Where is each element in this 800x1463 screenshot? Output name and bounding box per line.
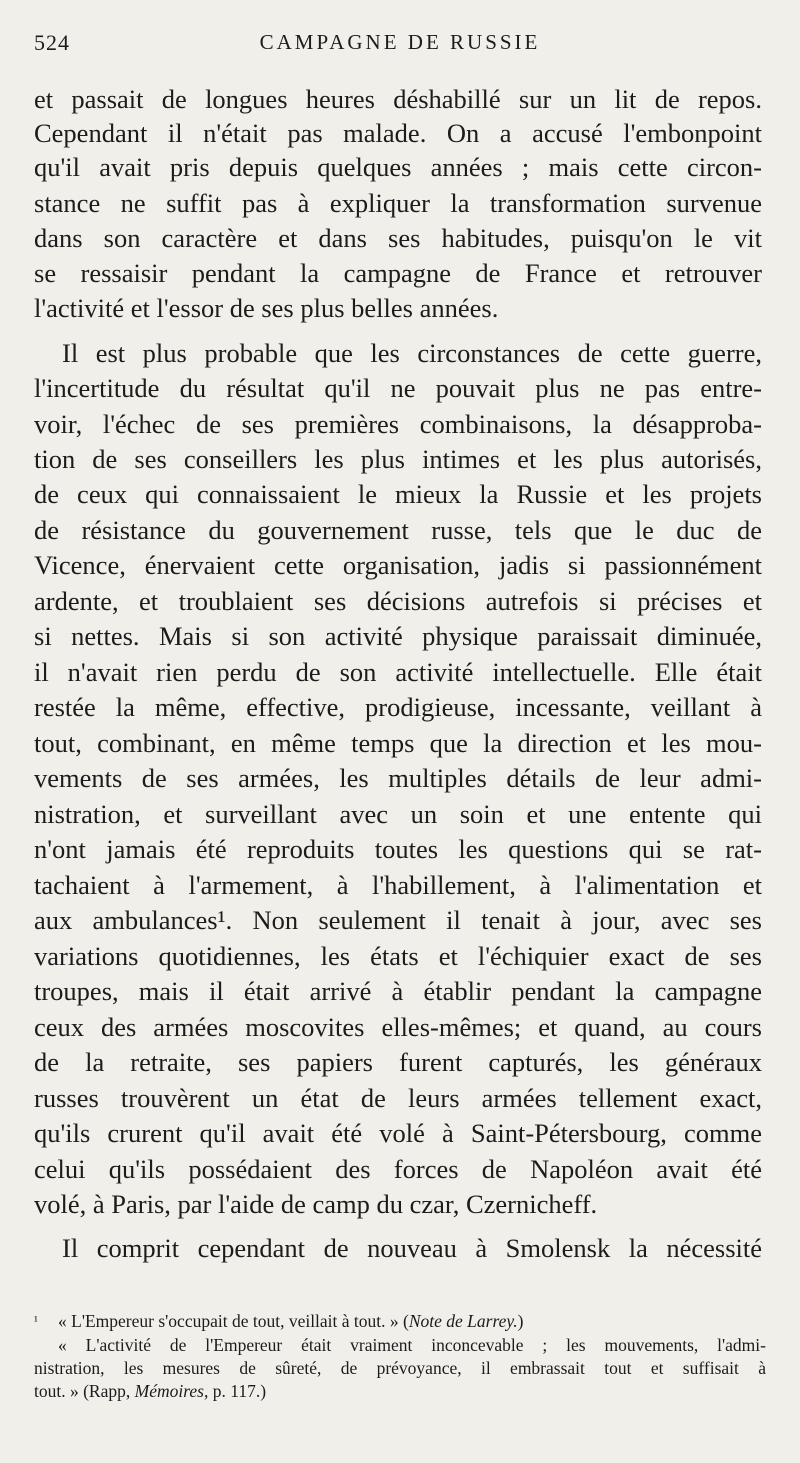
text-line: Vicence, énervaient cette organisation, jadis si passionnément: [34, 550, 762, 580]
text-line: celui qu'ils possédaient des forces de Napoléon avait été: [34, 1154, 762, 1184]
paragraph-start-line: Il comprit cependant de nouveau à Smolensk la nécessité: [62, 1233, 762, 1263]
text-line: aux ambulances¹. Non seulement il tenait à jour, avec ses: [34, 905, 762, 935]
text-line: troupes, mais il était arrivé à établir pendant la campagne: [34, 976, 762, 1006]
running-title: CAMPAGNE DE RUSSIE: [259, 30, 541, 54]
footnote-1: [0, 1313, 800, 1333]
text-line: de résistance du gouvernement russe, tels que le duc de: [34, 515, 762, 545]
text-line: l'incertitude du résultat qu'il ne pouvait plus ne pas entre-: [34, 373, 762, 403]
text-line: de la retraite, ses papiers furent capturés, les généraux: [34, 1047, 762, 1077]
text-line: nistration, et surveillant avec un soin et une entente qui: [34, 799, 762, 829]
page-number: 524: [34, 30, 70, 55]
footnote-2-end: , p. 117.): [203, 1381, 267, 1401]
footnote-1-text: « L'Empereur s'occupait de tout, veillait à tout. » (: [58, 1311, 409, 1331]
paragraph-start-line: Il est plus probable que les circonstances de cette guerre,: [62, 338, 762, 368]
text-line: voir, l'échec de ses premières combinaisons, la désapproba-: [34, 409, 762, 439]
text-line: tion de ses conseillers les plus intimes et les plus autorisés,: [34, 444, 762, 474]
footnote-1-source: Note de Larrey.: [408, 1311, 518, 1331]
page-header: [34, 30, 766, 62]
text-line: vements de ses armées, les multiples détails de leur admi-: [34, 763, 762, 793]
text-line: se ressaisir pendant la campagne de France et retrouver: [34, 258, 762, 288]
text-line: si nettes. Mais si son activité physique paraissait diminuée,: [34, 621, 762, 651]
text-line: l'activité et l'essor de ses plus belles années.: [34, 293, 499, 323]
text-line: qu'ils crurent qu'il avait été volé à Saint-Pétersbourg, comme: [34, 1118, 762, 1148]
footnote-2-line: « L'activité de l'Empereur était vraiment inconcevable ; les mouvements, l'admi-: [58, 1335, 766, 1355]
text-line: qu'il avait pris depuis quelques années ; mais cette circon-: [34, 152, 762, 182]
footnote-2-line: [34, 1383, 766, 1401]
text-line: dans son caractère et dans ses habitudes, puisqu'on le vit: [34, 223, 762, 253]
text-line: ceux des armées moscovites elles-mêmes; et quand, au cours: [34, 1012, 762, 1042]
footnote-1-close: ): [517, 1311, 524, 1331]
text-line: stance ne suffit pas à expliquer la transformation survenue: [34, 188, 762, 218]
text-line: de ceux qui connaissaient le mieux la Russie et les projets: [34, 479, 762, 509]
footnote-2-line: nistration, les mesures de sûreté, de prévoyance, il embrassait tout et suffisait à: [34, 1358, 766, 1378]
footnote-marker: ¹: [34, 1313, 38, 1328]
text-line: tout, combinant, en même temps que la direction et les mou-: [34, 728, 762, 758]
footnote-2-text: tout. » (Rapp,: [34, 1381, 135, 1401]
text-line: et passait de longues heures déshabillé sur un lit de repos.: [34, 84, 762, 114]
footnote-2-source: Mémoires: [134, 1381, 204, 1401]
text-line: volé, à Paris, par l'aide de camp du czar, Czernicheff.: [34, 1189, 598, 1219]
text-line: Cependant il n'était pas malade. On a accusé l'embonpoint: [34, 118, 762, 148]
text-line: il n'avait rien perdu de son activité intellectuelle. Elle était: [34, 657, 762, 687]
text-line: variations quotidiennes, les états et l'échiquier exact de ses: [34, 941, 762, 971]
text-line: restée la même, effective, prodigieuse, incessante, veillant à: [34, 692, 762, 722]
text-line: ardente, et troublaient ses décisions autrefois si précises et: [34, 586, 762, 616]
text-line: tachaient à l'armement, à l'habillement, à l'alimentation et: [34, 870, 762, 900]
text-line: n'ont jamais été reproduits toutes les questions qui se rat-: [34, 834, 762, 864]
text-line: russes trouvèrent un état de leurs armées tellement exact,: [34, 1083, 762, 1113]
